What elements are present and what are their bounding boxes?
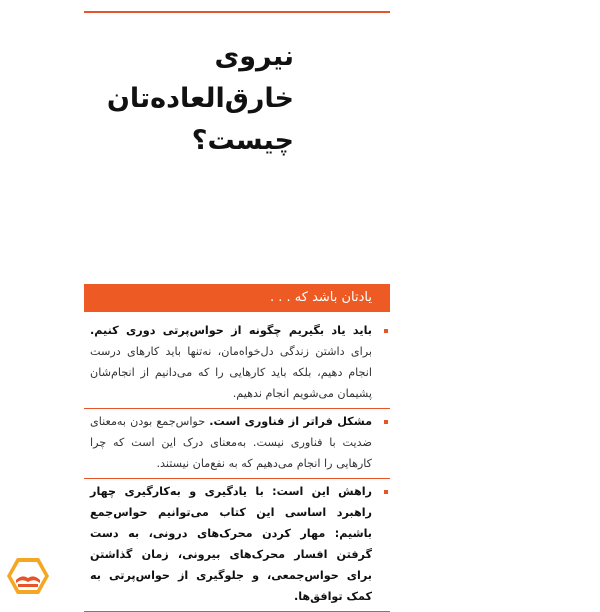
top-divider <box>84 11 390 13</box>
title-line-2: خارق‌العاده‌تان <box>106 83 294 114</box>
book-logo-icon <box>6 556 50 596</box>
list-item <box>84 479 390 611</box>
item-bold-text: مشکل فراتر از فناوری است. <box>209 415 373 428</box>
banner-label: یادتان باشد که . . . <box>269 290 372 305</box>
title-line-3: چیست؟ <box>191 125 294 156</box>
bullet-icon <box>384 329 388 333</box>
item-body-text: حواس‌جمع بودن به‌معنای ضدیت با فناوری نیست. به‌معنای درک این است که چرا کارهایی را انجام می‌دهیم که به نفع‌مان نیستند. <box>90 415 372 470</box>
item-bold-text: راهش این است: با یادگیری و به‌کارگیری چهار راهبرد اساسی این کتاب می‌توانیم حواس‌جمع باشیم: مهار کردن محرک‌های درونی، به دست گرفتن افسار محرک‌های بیرونی، زمان گذاشتن برای حواس‌جمعی، و جلوگیری از حواس‌پرتی به کمک توافق‌ها. <box>90 485 372 603</box>
bullet-icon <box>384 490 388 494</box>
title-line-1: نیروی <box>214 41 294 72</box>
bullet-icon <box>384 420 388 424</box>
key-points-list <box>84 318 390 612</box>
remember-banner <box>84 284 390 312</box>
page-title <box>84 36 294 162</box>
item-bold-text: باید یاد بگیریم چگونه از حواس‌پرتی دوری کنیم. <box>90 324 372 337</box>
list-item <box>84 318 390 408</box>
list-item <box>84 409 390 478</box>
item-body-text: برای داشتن زندگی دل‌خواه‌مان، نه‌تنها باید کارهای درست انجام دهیم، بلکه باید کارهایی را که می‌دانیم از انجام‌شان پشیمان می‌شویم انجام ندهیم. <box>90 345 372 400</box>
